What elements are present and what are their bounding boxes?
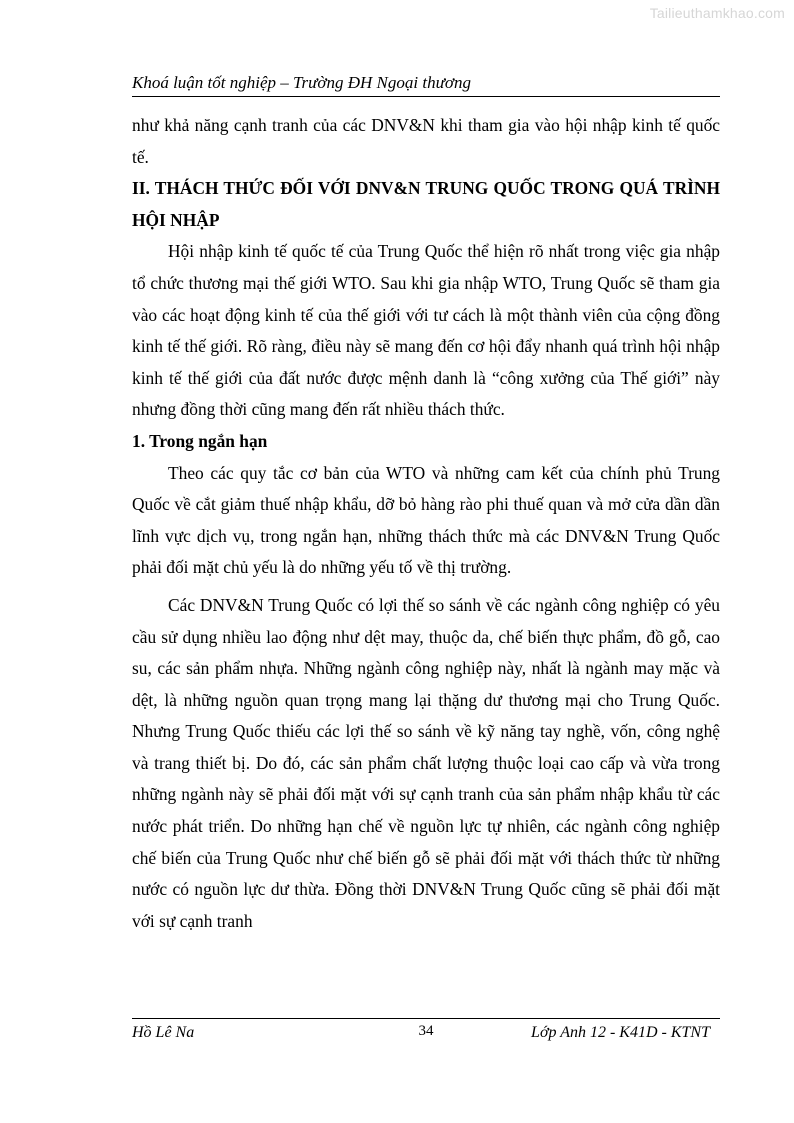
header-title: Khoá luận tốt nghiệp – Trường ĐH Ngoại thương	[132, 73, 471, 92]
page-footer	[132, 1018, 720, 1041]
intro-paragraph: như khả năng cạnh tranh của các DNV&N khi tham gia vào hội nhập kinh tế quốc tế.	[132, 115, 720, 167]
paragraph-3: Các DNV&N Trung Quốc có lợi thế so sánh về các ngành công nghiệp có yêu cầu sử dụng nhiều lao động như dệt may, thuộc da, chế biến thực phẩm, đồ gỗ, cao su, các sản phẩm nhựa. Những ngành công nghiệp này, nhất là ngành may mặc và dệt, là những nguồn quan trọng mang lại thặng dư thương mại cho Trung Quốc. Nhưng Trung Quốc thiếu các lợi thế so sánh về kỹ năng tay nghề, vốn, công nghệ và trang thiết bị. Do đó, các sản phẩm chất lượng thuộc loại cao cấp và vừa trong những ngành này sẽ phải đối mặt với sự cạnh tranh của sản phẩm nhập khẩu từ các nước phát triển. Do những hạn chế về nguồn lực tự nhiên, các ngành công nghiệp chế biến của Trung Quốc như chế biến gỗ sẽ phải đối mặt với thách thức từ những nước có nguồn lực dư thừa. Đồng thời DNV&N Trung Quốc cũng sẽ phải đối mặt với sự cạnh tranh	[132, 594, 720, 931]
paragraph-1: Hội nhập kinh tế quốc tế của Trung Quốc thể hiện rõ nhất trong việc gia nhập tổ chức thương mại thế giới WTO. Sau khi gia nhập WTO, Trung Quốc sẽ tham gia vào các hoạt động kinh tế của thế giới với tư cách là một thành viên của cộng đồng kinh tế thế giới. Rõ ràng, điều này sẽ mang đến cơ hội đẩy nhanh quá trình hội nhập kinh tế thế giới của đất nước được mệnh danh là “công xưởng của Thế giới” này nhưng đồng thời cũng mang đến rất nhiều thách thức.	[132, 241, 720, 420]
footer-class-info: Lớp Anh 12 - K41D - KTNT	[531, 1024, 710, 1041]
section-heading: II. THÁCH THỨC ĐỐI VỚI DNV&N TRUNG QUỐC TRONG QUÁ TRÌNH HỘI NHẬP	[132, 178, 720, 230]
page-header	[132, 72, 720, 97]
watermark-text: Tailieuthamkhao.com	[649, 5, 785, 21]
page-number: 34	[418, 1023, 434, 1039]
footer-author: Hồ Lê Na	[132, 1024, 195, 1041]
subheading: 1. Trong ngắn hạn	[132, 430, 268, 451]
document-body	[132, 110, 720, 937]
paragraph-2: Theo các quy tắc cơ bản của WTO và những cam kết của chính phủ Trung Quốc về cắt giảm thuế nhập khẩu, dỡ bỏ hàng rào phi thuế quan và mở cửa dần dần lĩnh vực dịch vụ, trong ngắn hạn, những thách thức mà các DNV&N Trung Quốc phải đối mặt chủ yếu là do những yếu tố về thị trường.	[132, 462, 720, 578]
